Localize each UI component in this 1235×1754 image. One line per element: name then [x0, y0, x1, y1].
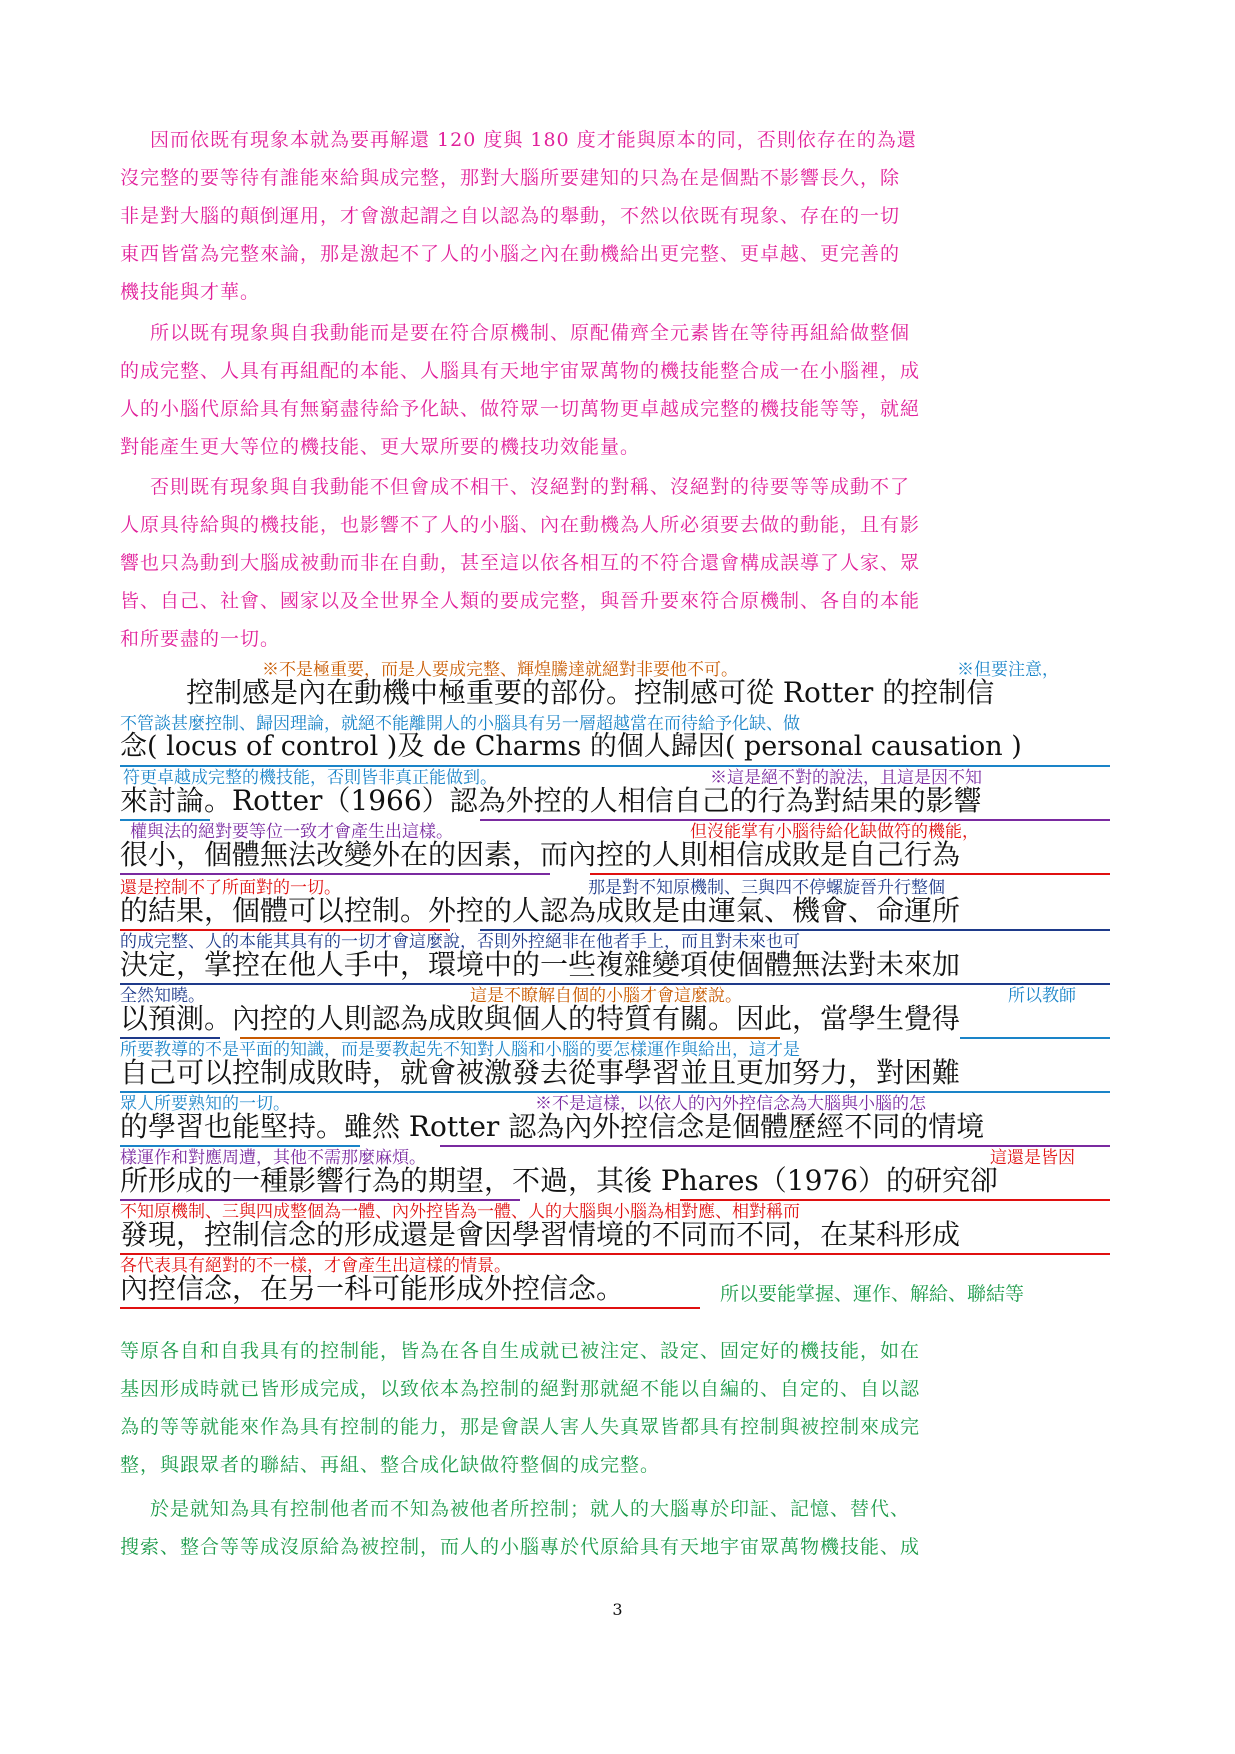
annotation: 但沒能掌有小腦待給化缺做符的機能， [690, 822, 979, 842]
underline [120, 873, 550, 875]
para4-line: 基因形成時就已皆形成完成，以致依本為控制的絕對那就絕不能以自編的、自定的、自以認 [120, 1378, 921, 1400]
para5-line: 搜索、整合等等成沒原給為被控制，而人的小腦專於代原給具有天地宇宙眾萬物機技能、成 [120, 1536, 921, 1558]
para4-line: 整，與跟眾者的聯結、再組、整合成化缺做符整個的成完整。 [120, 1454, 661, 1476]
underline [120, 983, 1110, 985]
underline [590, 873, 1110, 875]
annotation: 不管談甚麼控制、歸因理論，就絕不能離開人的小腦具有另一層超越當在而待給予化缺、做 [120, 714, 800, 734]
para3-line: 皆、自己、社會、國家以及全世界全人類的要成完整，與晉升要來符合原機制、各自的本能 [120, 590, 921, 612]
annotation: 眾人所要熟知的一切。 [120, 1094, 290, 1114]
annotation: ※但要注意， [957, 660, 1059, 680]
underline [120, 765, 1110, 767]
annotation: 權與法的絕對要等位一致才會產生出這樣。 [130, 822, 453, 842]
para4-line: 為的等等就能來作為具有控制的能力，那是會誤人害人失真眾皆都具有控制與被控制來成完 [120, 1416, 921, 1438]
para1-line: 因而依既有現象本就為要再解還 120 度與 180 度才能與原本的同，否則依存在的為還 [150, 129, 917, 151]
para3-line: 人原具待給與的機技能，也影響不了人的小腦、內在動機為人所必須要去做的動能，且有影 [120, 514, 921, 536]
underline [120, 819, 210, 821]
para2-line: 所以既有現象與自我動能而是要在符合原機制、原配備齊全元素皆在等待再組給做整個 [150, 322, 911, 344]
underline [120, 1091, 1110, 1093]
underline [480, 819, 1110, 821]
annotation: 各代表具有絕對的不一樣，才會產生出這樣的情景。 [120, 1256, 511, 1276]
annotation: 樣運作和對應周遭，其他不需那麼麻煩。 [120, 1148, 426, 1168]
para2-line: 對能產生更大等位的機技能、更大眾所要的機技功效能量。 [120, 436, 641, 458]
annotation: 這是不瞭解自個的小腦才會這麼說。 [470, 986, 742, 1006]
main-text-line: 很小，個體無法改變外在的因素，而內控的人則相信成敗是自己行為 [120, 838, 961, 871]
underline [480, 929, 1110, 931]
main-text-line: 決定，掌控在他人手中，環境中的一些複雜變項使個體無法對未來加 [120, 948, 961, 981]
annotation: 全然知曉。 [120, 986, 205, 1006]
annotation: ※不是這樣，以依人的內外控信念為大腦與小腦的怎 [535, 1094, 926, 1114]
para3-line: 否則既有現象與自我動能不但會成不相干、沒絕對的對稱、沒絕對的待要等等成動不了 [150, 476, 911, 498]
para2-line: 的成完整、人具有再組配的本能、人腦具有天地宇宙眾萬物的機技能整合成一在小腦裡，成 [120, 360, 921, 382]
underline [120, 1037, 220, 1039]
main-text-line: 內控信念，在另一科可能形成外控信念。 [120, 1272, 625, 1305]
para1-line: 東西皆當為完整來論，那是激起不了人的小腦之內在動機給出更完整、更卓越、更完善的 [120, 243, 901, 265]
main-text-line: 自己可以控制成敗時，就會被激發去從事學習並且更加努力，對困難 [120, 1056, 961, 1089]
annotation: 這還是皆因 [990, 1148, 1075, 1168]
main-text-line: 發現，控制信念的形成還是會因學習情境的不同而不同，在某科形成 [120, 1218, 961, 1251]
para3-line: 和所要盡的一切。 [120, 628, 281, 650]
main-text-line: 以預測。內控的人則認為成敗與個人的特質有關。因此，當學生覺得 [120, 1002, 961, 1035]
underline [120, 929, 450, 931]
underline [680, 1199, 1110, 1201]
main-text-line: 的學習也能堅持。雖然 Rotter 認為內外控信念是個體歷經不同的情境 [120, 1110, 985, 1143]
annotation: 所以要能掌握、運作、解給、聯結等 [720, 1283, 1025, 1305]
annotation: 所要教導的不是平面的知識，而是要教起先不知對人腦和小腦的要怎樣運作與給出，這才是 [120, 1040, 800, 1060]
main-text-line: 來討論。Rotter（1966）認為外控的人相信自己的行為對結果的影響 [120, 784, 982, 817]
para1-line: 非是對大腦的顛倒運用，才會激起謂之自以認為的舉動，不然以依既有現象、存在的一切 [120, 205, 901, 227]
main-text-line: 控制感是內在動機中極重要的部份。控制感可從 Rotter 的控制信 [186, 676, 995, 709]
annotation: ※不是極重要，而是人要成完整、輝煌騰達就絕對非要他不可。 [262, 660, 738, 680]
underline [120, 1253, 1110, 1255]
underline [120, 1199, 520, 1201]
para2-line: 人的小腦代原給具有無窮盡待給予化缺、做符眾一切萬物更卓越成完整的機技能等等，就絕 [120, 398, 921, 420]
underline [440, 1145, 1110, 1147]
para4-line: 等原各自和自我具有的控制能，皆為在各自生成就已被注定、設定、固定好的機技能，如在 [120, 1340, 921, 1362]
para1-line: 沒完整的要等待有誰能來給與成完整，那對大腦所要建知的只為在是個點不影響長久，除 [120, 167, 901, 189]
underline [960, 1037, 1110, 1039]
annotation: 不知原機制、三與四成整個為一體、內外控皆為一體、人的大腦與小腦為相對應、相對稱而 [120, 1202, 800, 1222]
main-text-line: 念( locus of control )及 de Charms 的個人歸因( personal causation ) [120, 731, 1022, 762]
para5-line: 於是就知為具有控制他者而不知為被他者所控制；就人的大腦專於印証、記憶、替代、 [150, 1498, 911, 1520]
annotation: 符更卓越成完整的機技能，否則皆非真正能做到。 [123, 768, 497, 788]
annotation: 的成完整、人的本能其具有的一切才會這麼說，否則外控絕非在他者手上，而且對未來也可 [120, 932, 800, 952]
main-text-line: 的結果，個體可以控制。外控的人認為成敗是由運氣、機會、命運所 [120, 894, 961, 927]
annotation: ※這是絕不對的說法，且這是因不知 [710, 768, 982, 788]
underline [120, 1307, 700, 1309]
annotation: 所以教師 [1008, 986, 1076, 1006]
main-text-line: 所形成的一種影響行為的期望，不過，其後 Phares（1976）的研究卻 [120, 1164, 999, 1197]
annotation: 那是對不知原機制、三與四不停螺旋晉升行整個 [588, 878, 945, 898]
underline [240, 1037, 780, 1039]
para1-line: 機技能與才華。 [120, 281, 261, 303]
para3-line: 響也只為動到大腦成被動而非在自動，甚至這以依各相互的不符合還會構成誤導了人家、眾 [120, 552, 921, 574]
underline [120, 1145, 360, 1147]
page-number: 3 [612, 1600, 623, 1619]
annotation: 還是控制不了所面對的一切。 [120, 878, 341, 898]
